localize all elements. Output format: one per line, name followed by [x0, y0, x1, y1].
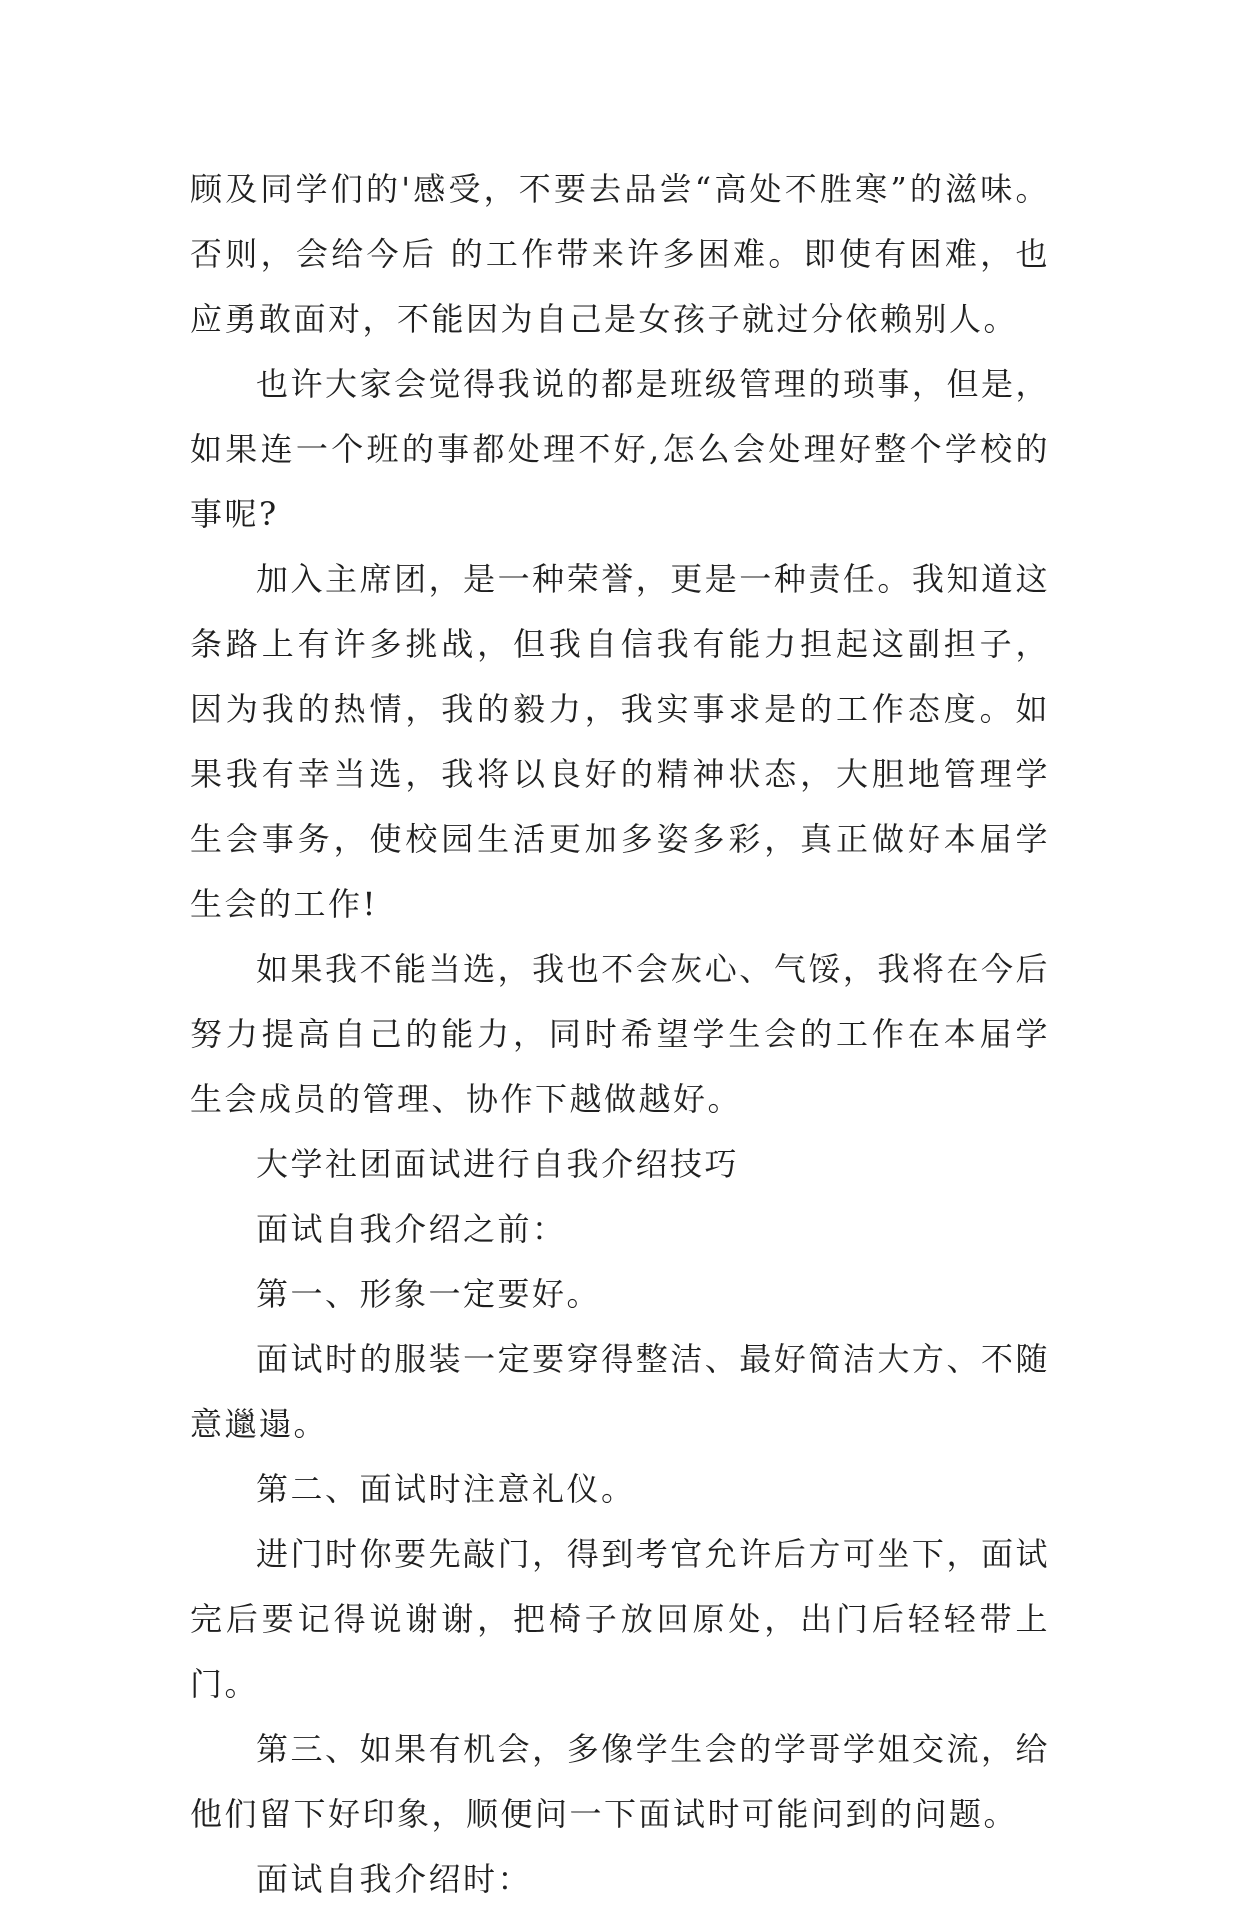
paragraph-class-management: 也许大家会觉得我说的都是班级管理的琐事，但是，如果连一个班的事都处理不好,怎么会处理好整个学校的事呢? [190, 365, 1050, 533]
tip-two-title: 第二、面试时注意礼仪。 [256, 1470, 636, 1508]
tip-two-body: 进门时你要先敲门，得到考官允许后方可坐下，面试完后要记得说谢谢，把椅子放回原处，出门后轻轻带上门。 [190, 1535, 1050, 1703]
document-body [190, 157, 1050, 1912]
tip-one-title: 第一、形象一定要好。 [256, 1275, 602, 1313]
paragraph-if-not-elected: 如果我不能当选，我也不会灰心、气馁，我将在今后努力提高自己的能力，同时希望学生会的工作在本届学生会成员的管理、协作下越做越好。 [190, 950, 1050, 1118]
paragraph-join-presidium: 加入主席团，是一种荣誉，更是一种责任。我知道这条路上有许多挑战，但我自信我有能力担起这副担子，因为我的热情，我的毅力，我实事求是的工作态度。如果我有幸当选，我将以良好的精神状态，大胆地管理学生会事务，使校园生活更加多姿多彩，真正做好本届学生会的工作! [190, 560, 1050, 923]
tip-one-body: 面试时的服装一定要穿得整洁、最好简洁大方、不随意邋遢。 [190, 1340, 1050, 1443]
paragraph-continued-advice: 顾及同学们的'感受，不要去品尝“高处不胜寒”的滋味。否则，会给今后 的工作带来许多困难。即使有困难，也应勇敢面对，不能因为自己是女孩子就过分依赖别人。 [190, 170, 1050, 338]
subheading-before-introduction: 面试自我介绍之前： [256, 1210, 567, 1248]
subheading-during-introduction: 面试自我介绍时： [256, 1860, 533, 1898]
section-heading-interview-tips: 大学社团面试进行自我介绍技巧 [256, 1145, 740, 1183]
tip-three: 第三、如果有机会，多像学生会的学哥学姐交流，给他们留下好印象，顺便问一下面试时可能问到的问题。 [190, 1730, 1050, 1833]
